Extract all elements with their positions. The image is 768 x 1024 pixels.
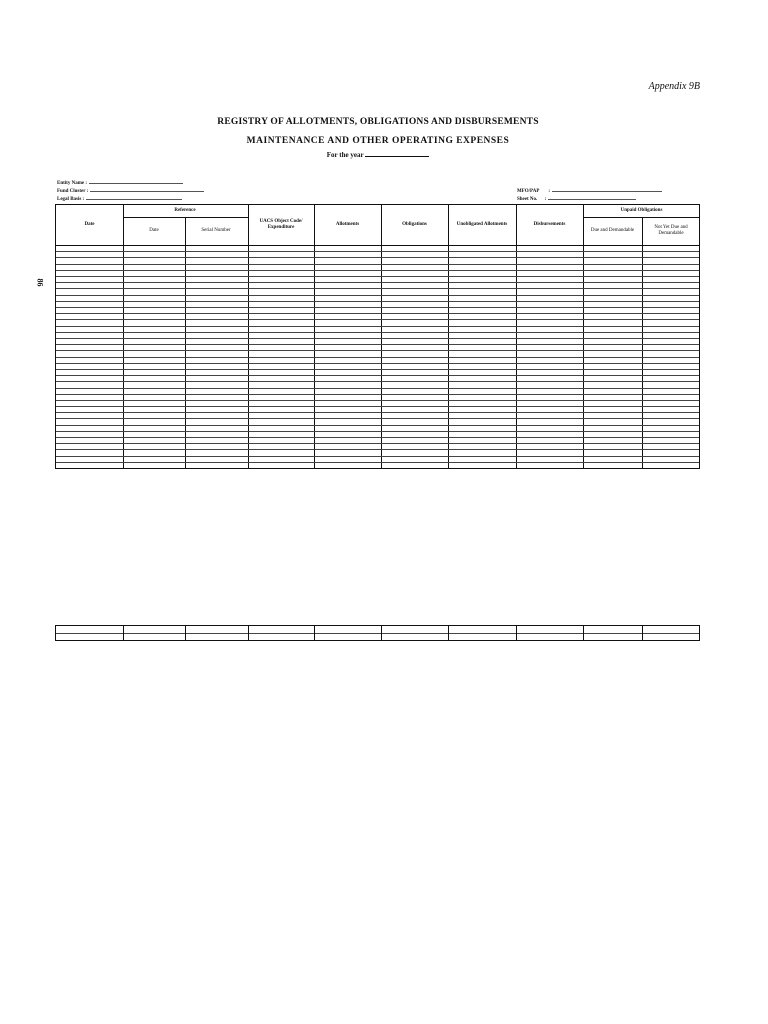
- table-row-line: [56, 270, 699, 271]
- col-unpaid: Unpaid Obligations: [620, 207, 663, 213]
- totals-column-divider: [583, 626, 584, 640]
- table-row-line: [56, 431, 699, 432]
- table-row-line: [56, 363, 699, 364]
- sheet-no-label: Sheet No.: [517, 197, 538, 202]
- legal-basis-field: [57, 194, 182, 202]
- registry-table: [55, 204, 700, 469]
- mfo-pap-colon: :: [548, 189, 551, 194]
- table-row-line: [56, 307, 699, 308]
- col-not-yet-due: Not Yet Due and Demandable: [654, 224, 688, 236]
- totals-row-divider: [56, 633, 699, 634]
- table-row-line: [56, 418, 699, 419]
- table-row-line: [56, 313, 699, 314]
- entity-name-label: Entity Name :: [57, 181, 87, 186]
- table-row-line: [56, 251, 699, 252]
- table-row-line: [56, 412, 699, 413]
- entity-name-field: [57, 178, 183, 186]
- totals-column-divider: [248, 626, 249, 640]
- col-due: Due and Demandable: [590, 227, 635, 233]
- sheet-no-blank: [548, 194, 636, 200]
- table-row-line: [56, 381, 699, 382]
- table-row-line: [56, 326, 699, 327]
- table-row-line: [56, 400, 699, 401]
- table-row-line: [56, 406, 699, 407]
- table-row-line: [56, 350, 699, 351]
- totals-column-divider: [123, 626, 124, 640]
- entity-name-blank: [89, 178, 183, 184]
- table-row-line: [56, 282, 699, 283]
- table-row-line: [56, 449, 699, 450]
- table-row-line: [56, 276, 699, 277]
- mfo-pap-label: MFO/PAP: [517, 189, 540, 194]
- totals-table: [55, 625, 700, 641]
- col-ref-date: Date: [149, 227, 159, 233]
- table-row-line: [56, 425, 699, 426]
- mfo-pap-field: [517, 186, 662, 194]
- table-row-line: [56, 375, 699, 376]
- totals-column-divider: [314, 626, 315, 640]
- sheet-no-field: [517, 194, 636, 202]
- table-row-line: [56, 344, 699, 345]
- table-row-line: [56, 437, 699, 438]
- totals-column-divider: [448, 626, 449, 640]
- table-row-line: [56, 319, 699, 320]
- col-unobligated: Unobligated Allotments: [456, 221, 508, 227]
- mfo-pap-blank: [552, 186, 662, 192]
- document-subtitle: MAINTENANCE AND OTHER OPERATING EXPENSES: [246, 136, 510, 146]
- col-uacs: UACS Object Code/ Expenditure: [259, 218, 303, 230]
- table-row-line: [56, 357, 699, 358]
- table-row-line: [56, 332, 699, 333]
- for-the-year-line: [0, 149, 756, 159]
- for-the-year-label: For the year: [326, 151, 364, 159]
- header-bottom-line: [56, 245, 699, 246]
- col-obligations: Obligations: [402, 221, 427, 227]
- legal-basis-label: Legal Basis :: [57, 197, 85, 202]
- fund-cluster-blank: [90, 186, 204, 192]
- table-row-line: [56, 388, 699, 389]
- table-row-line: [56, 462, 699, 463]
- col-date: Date: [84, 221, 95, 227]
- table-row-line: [56, 301, 699, 302]
- table-row-line: [56, 295, 699, 296]
- fund-cluster-field: [57, 186, 204, 194]
- table-row-line: [56, 456, 699, 457]
- year-blank: [365, 149, 429, 157]
- col-disbursements: Disbursements: [533, 221, 566, 227]
- legal-basis-blank: [86, 194, 182, 200]
- table-row-line: [56, 288, 699, 289]
- table-row-line: [56, 264, 699, 265]
- fund-cluster-label: Fund Cluster :: [57, 189, 89, 194]
- col-ref-serial: Serial Number: [201, 227, 231, 233]
- side-page-number: 86: [35, 278, 45, 287]
- table-row-line: [56, 369, 699, 370]
- col-reference: Reference: [174, 207, 196, 213]
- totals-column-divider: [185, 626, 186, 640]
- table-row-line: [56, 443, 699, 444]
- col-allotments: Allotments: [335, 221, 360, 227]
- document-title: REGISTRY OF ALLOTMENTS, OBLIGATIONS AND DISBURSEMENTS: [217, 117, 539, 127]
- table-row-line: [56, 257, 699, 258]
- totals-column-divider: [642, 626, 643, 640]
- table-row-line: [56, 338, 699, 339]
- totals-column-divider: [381, 626, 382, 640]
- group-header-divider: [123, 217, 248, 218]
- appendix-label: Appendix 9B: [648, 81, 700, 92]
- totals-column-divider: [516, 626, 517, 640]
- table-row-line: [56, 394, 699, 395]
- group-header-divider: [583, 217, 700, 218]
- sheet-no-colon: :: [544, 197, 547, 202]
